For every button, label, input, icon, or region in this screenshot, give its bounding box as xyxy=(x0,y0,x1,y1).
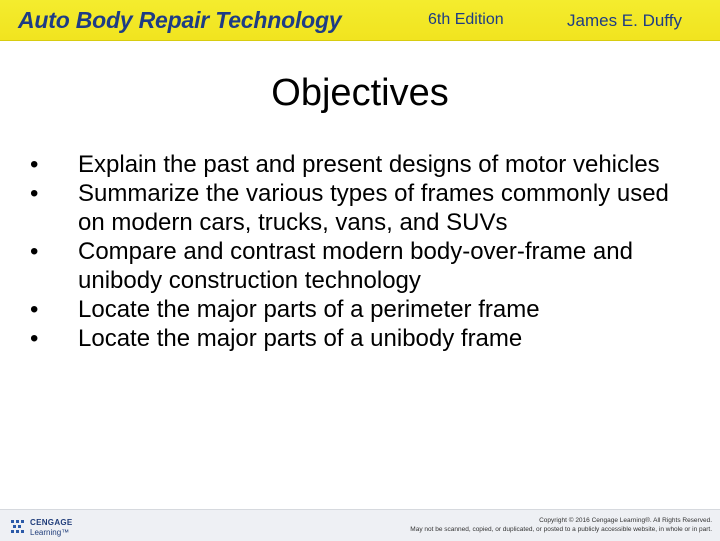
bullet-text: Summarize the various types of frames commonly used on modern cars, trucks, vans, and SUVs xyxy=(78,180,669,236)
list-item xyxy=(30,324,680,353)
book-title: Auto Body Repair Technology xyxy=(18,7,342,33)
list-item xyxy=(30,179,680,237)
bullet-icon: • xyxy=(30,296,39,323)
list-item xyxy=(30,295,680,324)
cengage-logo xyxy=(10,518,90,538)
copyright-notice xyxy=(410,516,712,534)
cengage-mark-icon xyxy=(10,518,26,536)
bullet-icon: • xyxy=(30,238,39,265)
footer-bar xyxy=(0,509,720,541)
slide-title: Objectives xyxy=(271,72,449,114)
bullet-icon: • xyxy=(30,151,39,178)
edition-label: 6th Edition xyxy=(428,11,504,28)
list-item xyxy=(30,150,680,179)
bullet-text: Compare and contrast modern body-over-frame and unibody construction technology xyxy=(78,238,633,294)
objectives-list xyxy=(30,150,680,353)
bullet-text: Locate the major parts of a unibody frame xyxy=(78,325,523,352)
copyright-line2: May not be scanned, copied, or duplicated, or posted to a publicly accessible website, in whole or in part. xyxy=(410,526,712,533)
logo-line2: Learning™ xyxy=(30,528,70,537)
bullet-text: Locate the major parts of a perimeter frame xyxy=(78,296,540,323)
list-item xyxy=(30,237,680,295)
copyright-line1: Copyright © 2016 Cengage Learning®. All Rights Reserved. xyxy=(539,517,712,524)
bullet-text: Explain the past and present designs of motor vehicles xyxy=(78,151,660,178)
logo-line1: CENGAGE xyxy=(30,518,73,527)
author-name: James E. Duffy xyxy=(567,11,682,30)
bullet-icon: • xyxy=(30,325,39,352)
bullet-icon: • xyxy=(30,180,39,207)
header-bar xyxy=(0,0,720,41)
